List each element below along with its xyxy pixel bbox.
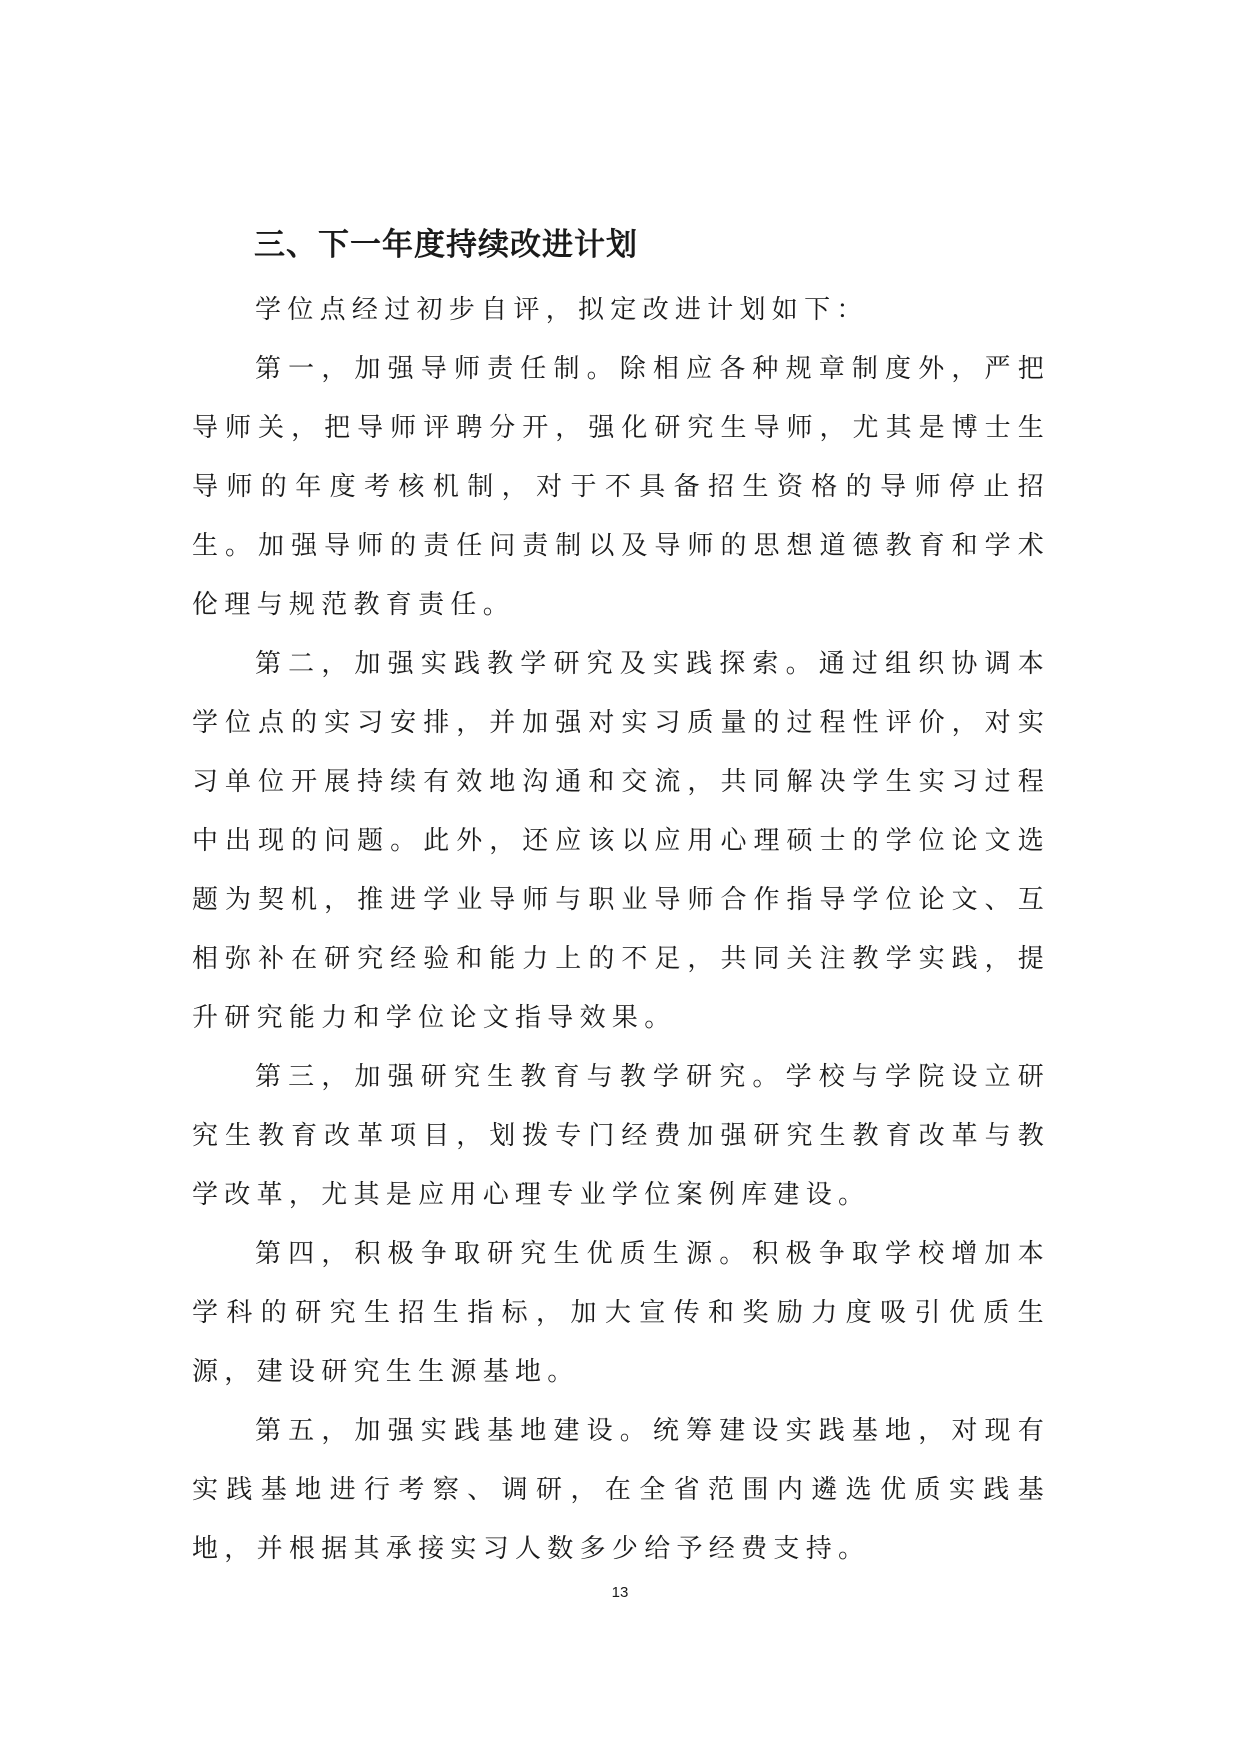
paragraph-item-2: 第二，加强实践教学研究及实践探索。通过组织协调本学位点的实习安排，并加强对实习质量的过程性评价，对实习单位开展持续有效地沟通和交流，共同解决学生实习过程中出现的问题。此外，还应该以应用心理硕士的学位论文选题为契机，推进学业导师与职业导师合作指导学位论文、互相弥补在研究经验和能力上的不足，共同关注教学实践，提升研究能力和学位论文指导效果。	[192, 649, 1050, 1033]
paragraph-intro: 学位点经过初步自评，拟定改进计划如下：	[255, 295, 869, 325]
paragraph-item-4: 第四，积极争取研究生优质生源。积极争取学校增加本学科的研究生招生指标，加大宣传和奖励力度吸引优质生源，建设研究生生源基地。	[192, 1239, 1050, 1387]
paragraph-item-3: 第三，加强研究生教育与教学研究。学校与学院设立研究生教育改革项目，划拨专门经费加强研究生教育改革与教学改革，尤其是应用心理专业学位案例库建设。	[192, 1062, 1050, 1210]
page-number: 13	[611, 1584, 629, 1601]
paragraph-item-5: 第五，加强实践基地建设。统筹建设实践基地，对现有实践基地进行考察、调研，在全省范围内遴选优质实践基地，并根据其承接实习人数多少给予经费支持。	[192, 1416, 1050, 1564]
paragraph-item-1: 第一，加强导师责任制。除相应各种规章制度外，严把导师关，把导师评聘分开，强化研究生导师，尤其是博士生导师的年度考核机制，对于不具备招生资格的导师停止招生。加强导师的责任问责制以及导师的思想道德教育和学术伦理与规范教育责任。	[192, 354, 1050, 620]
section-heading: 三、下一年度持续改进计划	[254, 227, 638, 263]
body-text	[192, 281, 1050, 1579]
